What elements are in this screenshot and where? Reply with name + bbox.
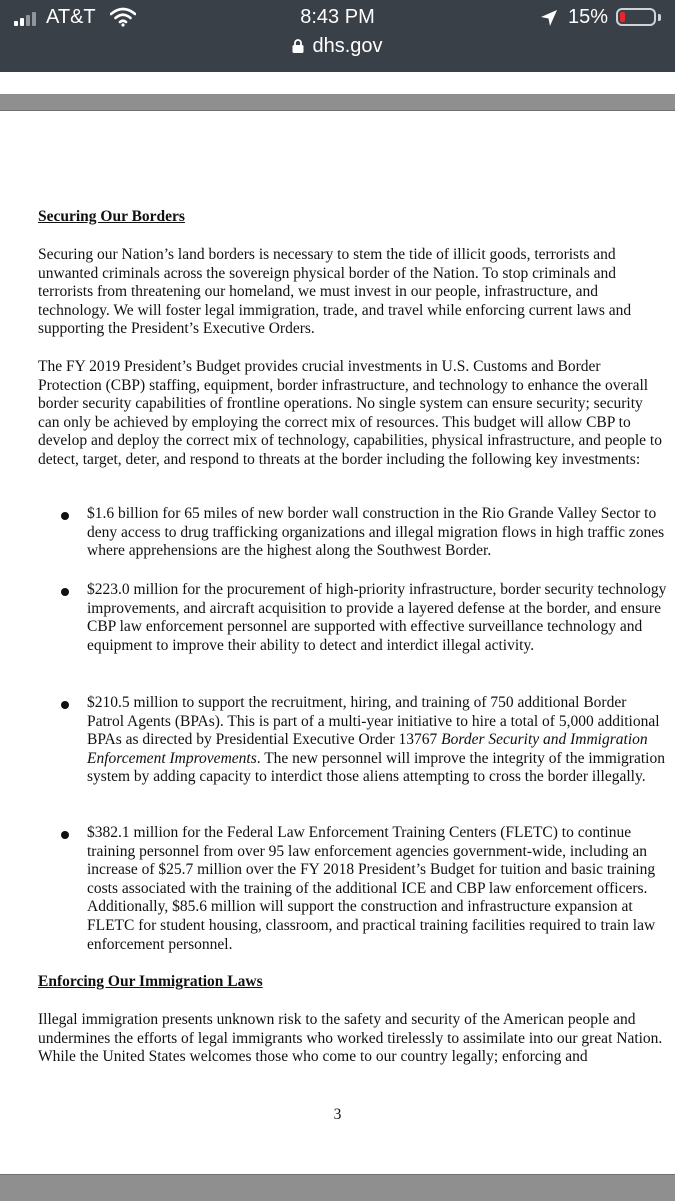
viewer-gap <box>0 72 675 94</box>
battery-terminal <box>658 14 661 21</box>
executive-order-title: Border Security and Immigration Enforcement Improvements <box>87 731 648 767</box>
bullet-text-part: . The new personnel will improve the integrity of the immigration system by adding capacity to interdict those aliens attempting to cross the border illegally. <box>87 749 665 786</box>
pdf-page-separator-bottom <box>0 1174 675 1201</box>
paragraph-budget-overview: The FY 2019 President’s Budget provides crucial investments in U.S. Customs and Border Protection (CBP) staffing, equipment, border infrastructure, and technology to enhance the overall border security capabilities of frontline operations. No single system can ensure security; security can only be achieved by employing the correct mix of resources. This budget will allow CBP to develop and deploy the correct mix of technology, capabilities, physical infrastructure, and people to detect, target, deter, and respond to threats at the border including the following key investments: <box>38 358 662 468</box>
section-heading-immigration: Enforcing Our Immigration Laws <box>38 973 263 990</box>
battery-level-fill <box>620 12 625 22</box>
browser-top-bar <box>0 0 675 72</box>
carrier-name: AT&T <box>46 6 96 28</box>
pdf-page-separator-top <box>0 94 675 111</box>
bullet-icon <box>61 701 69 709</box>
battery-percent: 15% <box>568 6 609 28</box>
bullet-icon <box>61 588 69 596</box>
battery-icon <box>616 8 656 26</box>
paragraph-immigration-intro: Illegal immigration presents unknown risk to the safety and security of the American people and undermines the efforts of legal immigrants who worked tirelessly to assimilate into our great Nation. While the United States welcomes those who come to our country legally; enforcing and <box>38 1011 663 1066</box>
section-heading-borders: Securing Our Borders <box>38 208 185 225</box>
paragraph-borders-intro: Securing our Nation’s land borders is necessary to stem the tide of illicit goods, terrorists and unwanted criminals across the sovereign physical border of the Nation. To stop criminals and terrorists from threatening our homeland, we must invest in our people, infrastructure, and technology. We will foster legal immigration, trade, and travel while enforcing current laws and supporting the President’s Executive Orders. <box>38 246 632 338</box>
url-domain[interactable]: dhs.gov <box>312 35 383 57</box>
bullet-text-part: $210.5 million to support the recruitment, hiring, and training of 750 additional Border Patrol Agents (BPAs). This is part of a multi-year initiative to hire a total of 5,000 additional BPAs as directed by Presidential Executive Order 13767 <box>87 694 660 749</box>
bullet-item-infrastructure: $223.0 million for the procurement of high-priority infrastructure, border security technology improvements, and aircraft acquisition to provide a layered defense at the border, and ensure CBP law enforcement personnel are supported with effective surveillance technology and equipment to improve their ability to detect and interdict illegal activity. <box>87 581 667 654</box>
address-bar[interactable] <box>0 35 675 58</box>
bullet-icon <box>61 831 69 839</box>
lock-icon <box>292 39 304 53</box>
bullet-item-fletc: $382.1 million for the Federal Law Enforcement Training Centers (FLETC) to continue training personnel from over 95 law enforcement agencies government-wide, including an increase of $25.7 million over the FY 2018 President’s Budget for tuition and basic training costs associated with the training of the additional ICE and CBP law enforcement officers. Additionally, $85.6 million will support the construction and infrastructure expansion at FLETC for student housing, classroom, and practical training facilities required to train law enforcement personnel. <box>87 824 656 953</box>
location-arrow-icon <box>540 9 558 27</box>
status-time: 8:43 PM <box>300 6 375 28</box>
pdf-page[interactable] <box>0 111 675 1174</box>
bullet-item-border-patrol-agents <box>87 694 667 787</box>
page-number: 3 <box>333 1106 342 1123</box>
bullet-icon <box>61 512 69 520</box>
bullet-item-border-wall: $1.6 billion for 65 miles of new border wall construction in the Rio Grande Valley Sector to deny access to drug trafficking organizations and illegal migration flows in high traffic zones where apprehensions are the highest along the Southwest Border. <box>87 505 665 560</box>
